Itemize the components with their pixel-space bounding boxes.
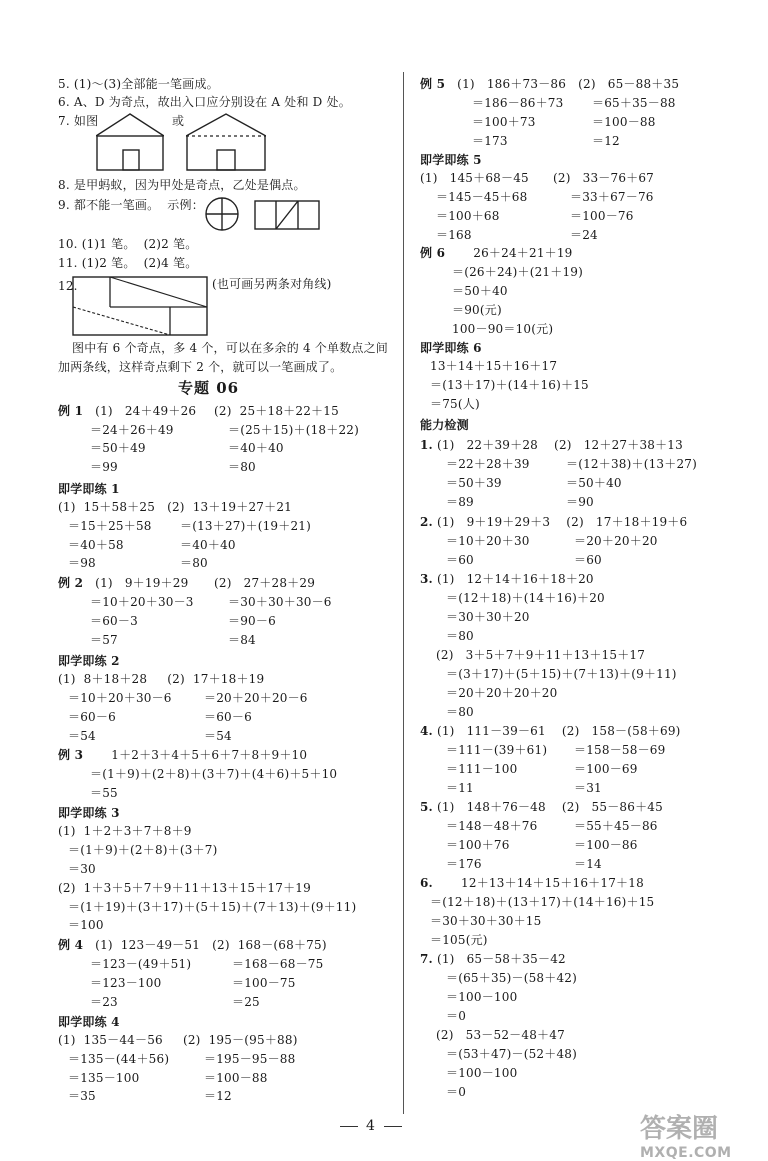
text-line: ＝84	[228, 633, 256, 647]
text-line: (1) 135－44－56 (2) 195－(95＋88)	[58, 1033, 298, 1047]
watermark-logo: 答案圈 MXQE.COM	[640, 1114, 732, 1161]
text-line: (1) 145＋68－45 (2) 33－76＋67	[420, 171, 655, 185]
heading-line: 能力检测	[420, 418, 469, 432]
text-line: ＝57	[90, 633, 118, 647]
text-line: 6. A、D 为奇点，故出入口应分别设在 A 处和 D 处。	[58, 95, 351, 109]
heading-line: 即学即练 5	[420, 153, 482, 167]
text-line: (1) 1＋2＋3＋7＋8＋9	[58, 824, 192, 838]
text-line: ＝(1＋9)＋(2＋8)＋(3＋7)	[68, 843, 218, 857]
text-line: ＝100＋76	[446, 838, 510, 852]
text-line: ＝111－(39＋61)	[446, 743, 548, 757]
text-line: ＝90(元)	[452, 303, 502, 317]
text-line: 11. (1)2 笔。 (2)4 笔。	[58, 256, 198, 270]
item-label: 2.	[420, 515, 433, 529]
section-title: 专题 06	[178, 379, 240, 397]
heading-line	[420, 952, 566, 967]
item-label: 例 1	[58, 404, 84, 418]
text-line: ＝60－6	[204, 710, 252, 724]
item-text: 26＋24＋21＋19	[445, 246, 573, 260]
text-line: ＝195－95－88	[204, 1052, 296, 1066]
text-line: ＝55＋45－86	[574, 819, 658, 833]
text-line: ＝111－100	[446, 762, 518, 776]
heading-line: 即学即练 6	[420, 341, 482, 355]
text-line: ＝(12＋18)＋(14＋16)＋20	[446, 591, 605, 605]
text-line: ＝99	[90, 460, 118, 474]
text-line: ＝(13＋17)＋(14＋16)＋15	[430, 378, 589, 392]
item-label: 例 2	[58, 576, 84, 590]
house-figure-2	[186, 112, 266, 172]
text-line: ＝173	[472, 134, 508, 148]
text-line: ＝100－69	[574, 762, 638, 776]
heading-line	[420, 438, 683, 453]
text-line: ＝168	[436, 228, 472, 242]
text-line: ＝105(元)	[430, 933, 488, 947]
item-text: 1＋2＋3＋4＋5＋6＋7＋8＋9＋10	[83, 748, 308, 762]
text-line: ＝54	[204, 729, 232, 743]
item-label: 例 6	[420, 246, 446, 260]
text-line: ＝0	[446, 1085, 467, 1099]
text-line: ＝30	[68, 862, 96, 876]
text-line: ＝(26＋24)＋(21＋19)	[452, 265, 584, 279]
heading-line	[420, 77, 679, 92]
item-text: (1) 9＋19＋29	[83, 576, 189, 590]
heading-line	[420, 515, 687, 530]
heading-line	[58, 404, 196, 419]
text-line: ＝60－3	[90, 614, 138, 628]
text-line: ＝145－45＋68	[436, 190, 528, 204]
text-line: ＝100－75	[232, 976, 296, 990]
text-line: 5. (1)～(3)全部能一笔画成。	[58, 77, 219, 91]
text-line: ＝20＋20＋20－6	[204, 691, 308, 705]
text-line: ＝31	[574, 781, 602, 795]
heading-line	[420, 800, 663, 815]
column-divider	[403, 72, 404, 1114]
text-line: ＝60	[574, 553, 602, 567]
text-line: ＝80	[180, 556, 208, 570]
text-line: ＝123－(49＋51)	[90, 957, 192, 971]
text-line: ＝11	[446, 781, 474, 795]
heading-line: 即学即练 3	[58, 806, 120, 820]
text-line: ＝35	[68, 1089, 96, 1103]
text-line: ＝50＋40	[452, 284, 508, 298]
text-line: ＝60－6	[68, 710, 116, 724]
text-line: 13＋14＋15＋16＋17	[430, 359, 558, 373]
heading-line	[420, 246, 573, 261]
text-line: ＝(25＋15)＋(18＋22)	[228, 423, 360, 437]
text-line: ＝50＋49	[90, 441, 146, 455]
text-line: ＝158－58－69	[574, 743, 666, 757]
text-line: ＝100－88	[592, 115, 656, 129]
item-text: 12＋13＋14＋15＋16＋17＋18	[432, 876, 644, 890]
text-line: ＝10＋20＋30	[446, 534, 530, 548]
text-line: (1) 8＋18＋28 (2) 17＋18＋19	[58, 672, 265, 686]
text-line: ＝40＋58	[68, 538, 124, 552]
text-line: ＝30＋30＋30＋15	[430, 914, 542, 928]
item-text: (1) 9＋19＋29＋3 (2) 17＋18＋19＋6	[432, 515, 688, 529]
circle-cross-figure	[204, 196, 240, 232]
text-line: 加两条线，这样奇点剩下 2 个，就可以一笔画成了。	[58, 360, 343, 374]
text-line: ＝(1＋9)＋(2＋8)＋(3＋7)＋(4＋6)＋5＋10	[90, 767, 338, 781]
text-line: ＝135－(44＋56)	[68, 1052, 170, 1066]
text-line: ＝23	[90, 995, 118, 1009]
item-label: 例 3	[58, 748, 84, 762]
page-number-dash-right	[384, 1126, 402, 1127]
text-line: ＝100－100	[446, 1066, 518, 1080]
heading-line	[420, 724, 681, 739]
text-line: ＝30＋30＋20	[446, 610, 530, 624]
text-line: ＝40＋40	[228, 441, 284, 455]
text-line: ＝(53＋47)－(52＋48)	[446, 1047, 578, 1061]
text-line: ＝22＋28＋39	[446, 457, 530, 471]
item-label: 例 5	[420, 77, 446, 91]
item-text: (1) 123－49－51 (2) 168－(68＋75)	[83, 938, 327, 952]
item-label: 3.	[420, 572, 433, 586]
text-line: ＝(1＋19)＋(3＋17)＋(5＋15)＋(7＋13)＋(9＋11)	[68, 900, 357, 914]
text-line: (2) 3＋5＋7＋9＋11＋13＋15＋17	[436, 648, 646, 662]
text-line: ＝(65＋35)－(58＋42)	[446, 971, 578, 985]
page-number: 4	[366, 1118, 375, 1134]
text-line: ＝80	[446, 629, 474, 643]
item-label: 4.	[420, 724, 433, 738]
text-line: ＝20＋20＋20	[574, 534, 658, 548]
text-line: 9. 都不能一笔画。 示例：	[58, 198, 204, 212]
text-line: 7. 如图	[58, 114, 99, 128]
heading-line	[420, 572, 594, 587]
item-text: (1) 22＋39＋28 (2) 12＋27＋38＋13	[432, 438, 683, 452]
heading-line	[58, 576, 188, 591]
text-line: ＝20＋20＋20＋20	[446, 686, 558, 700]
text-line: ＝(3＋17)＋(5＋15)＋(7＋13)＋(9＋11)	[446, 667, 677, 681]
text-line: ＝24	[570, 228, 598, 242]
item-text: (1) 65－58＋35－42	[432, 952, 566, 966]
text-line: (2) 53－52－48＋47	[436, 1028, 565, 1042]
text-line: 或	[172, 114, 185, 128]
text-line: ＝(12＋18)＋(13＋17)＋(14＋16)＋15	[430, 895, 655, 909]
text-line: ＝14	[574, 857, 602, 871]
text-line: ＝100－76	[570, 209, 634, 223]
text-line: ＝12	[204, 1089, 232, 1103]
item-label: 7.	[420, 952, 433, 966]
text-line: ＝98	[68, 556, 96, 570]
text-line: ＝89	[446, 495, 474, 509]
text-line: ＝40＋40	[180, 538, 236, 552]
text-line: ＝100	[68, 918, 104, 932]
text-line: ＝60	[446, 553, 474, 567]
text-line: (2) 27＋28＋29	[214, 576, 316, 590]
text-line: 12.	[58, 279, 78, 293]
heading-line: 即学即练 1	[58, 482, 120, 496]
text-line: ＝15＋25＋58	[68, 519, 152, 533]
heading-line	[58, 748, 307, 763]
item-text: (1) 186＋73－86 (2) 65－88＋35	[445, 77, 680, 91]
heading-line	[420, 876, 644, 891]
item-label: 5.	[420, 800, 433, 814]
item-text: (1) 24＋49＋26	[83, 404, 197, 418]
text-line: ＝80	[446, 705, 474, 719]
text-line: ＝25	[232, 995, 260, 1009]
item-text: (1) 111－39－61 (2) 158－(58＋69)	[432, 724, 681, 738]
text-line: ＝100－86	[574, 838, 638, 852]
house-figure-1	[96, 112, 164, 172]
text-line: ＝176	[446, 857, 482, 871]
text-line: ＝135－100	[68, 1071, 140, 1085]
text-line: ＝(12＋38)＋(13＋27)	[566, 457, 698, 471]
text-line: (2) 1＋3＋5＋7＋9＋11＋13＋15＋17＋19	[58, 881, 311, 895]
item-label: 6.	[420, 876, 433, 890]
text-line: ＝100－88	[204, 1071, 268, 1085]
text-line: ＝30＋30＋30－6	[228, 595, 332, 609]
text-line: ＝55	[90, 786, 118, 800]
text-line: ＝168－68－75	[232, 957, 324, 971]
text-line: ＝90－6	[228, 614, 276, 628]
boxes-figure	[254, 200, 320, 230]
page-number-dash-left	[340, 1126, 358, 1127]
rectangle-diagonals-figure	[72, 276, 208, 336]
text-line: (2) 25＋18＋22＋15	[214, 404, 339, 418]
text-line: ＝100＋73	[472, 115, 536, 129]
text-line: ＝24＋26＋49	[90, 423, 174, 437]
text-line: (也可画另两条对角线)	[212, 277, 332, 291]
text-line: ＝90	[566, 495, 594, 509]
text-line: ＝0	[446, 1009, 467, 1023]
text-line: ＝123－100	[90, 976, 162, 990]
item-label: 1.	[420, 438, 433, 452]
text-line: ＝12	[592, 134, 620, 148]
text-line: ＝148－48＋76	[446, 819, 538, 833]
heading-line	[58, 938, 327, 953]
text-line: 100－90＝10(元)	[452, 322, 554, 336]
text-line: ＝80	[228, 460, 256, 474]
heading-line: 即学即练 2	[58, 654, 120, 668]
text-line: ＝100＋68	[436, 209, 500, 223]
text-line: ＝65＋35－88	[592, 96, 676, 110]
item-label: 例 4	[58, 938, 84, 952]
text-line: ＝(13＋27)＋(19＋21)	[180, 519, 312, 533]
text-line: ＝10＋20＋30－3	[90, 595, 194, 609]
text-line: ＝75(人)	[430, 397, 480, 411]
text-line: ＝54	[68, 729, 96, 743]
item-text: (1) 12＋14＋16＋18＋20	[432, 572, 594, 586]
text-line: ＝100－100	[446, 990, 518, 1004]
text-line: ＝50＋39	[446, 476, 502, 490]
text-line: ＝186－86＋73	[472, 96, 564, 110]
text-line: ＝33＋67－76	[570, 190, 654, 204]
text-line: 8. 是甲蚂蚁，因为甲处是奇点，乙处是偶点。	[58, 178, 306, 192]
text-line: ＝10＋20＋30－6	[68, 691, 172, 705]
item-text: (1) 148＋76－48 (2) 55－86＋45	[432, 800, 663, 814]
text-line: (1) 15＋58＋25 (2) 13＋19＋27＋21	[58, 500, 292, 514]
text-line: ＝50＋40	[566, 476, 622, 490]
text-line: 图中有 6 个奇点，多 4 个，可以在多余的 4 个单数点之间	[72, 341, 388, 355]
text-line: 10. (1)1 笔。 (2)2 笔。	[58, 237, 198, 251]
heading-line: 即学即练 4	[58, 1015, 120, 1029]
